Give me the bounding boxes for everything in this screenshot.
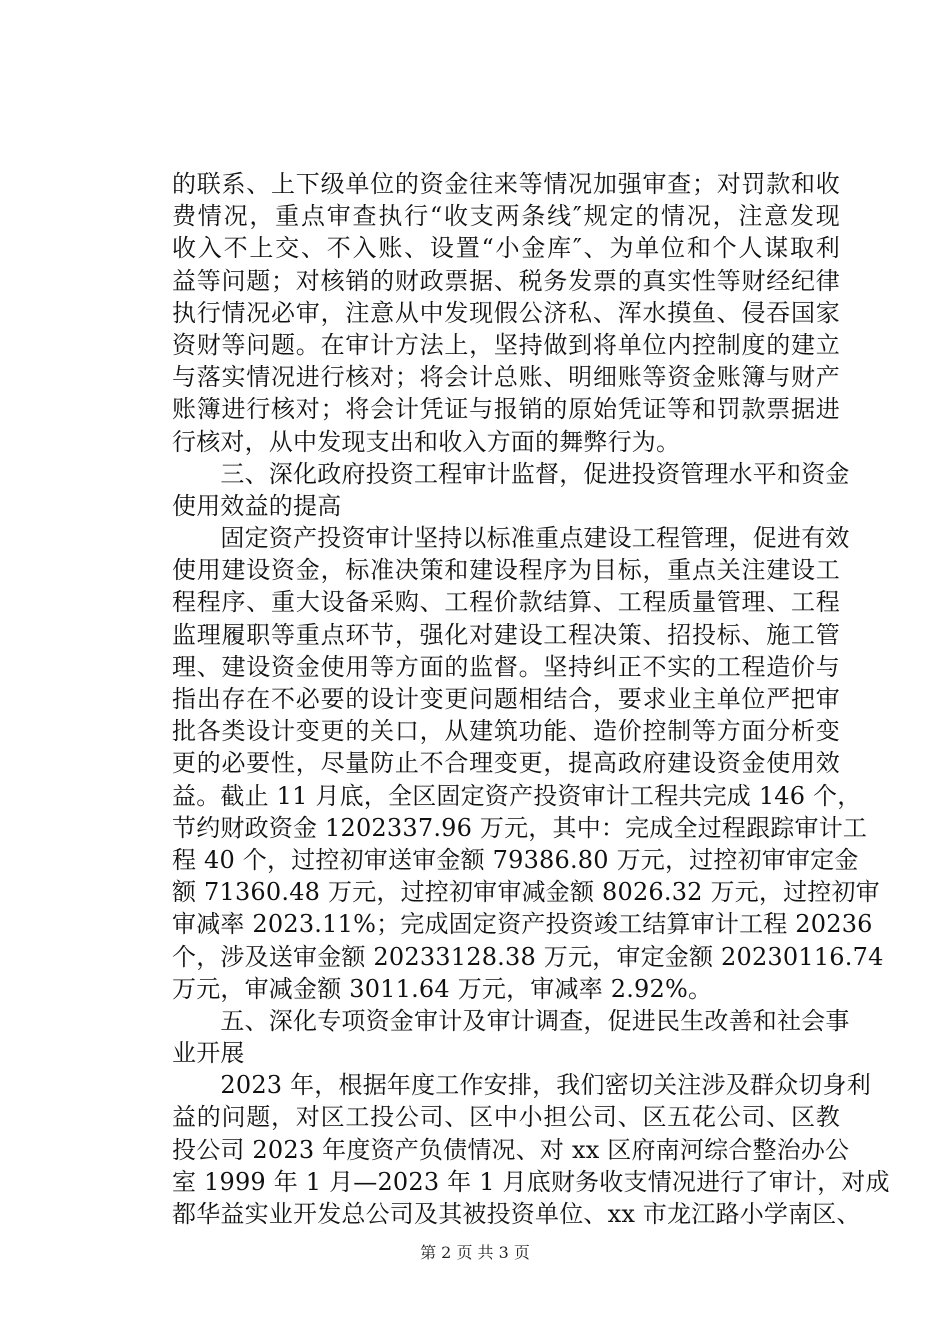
text-line: 益等问题；对核销的财政票据、税务发票的真实性等财经纪律	[172, 266, 840, 295]
text-line: 账簿进行核对；将会计凭证与报销的原始凭证等和罚款票据进	[172, 395, 840, 424]
text-line: 资财等问题。在审计方法上，坚持做到将单位内控制度的建立	[172, 330, 840, 359]
text-line: 2023 年，根据年度工作安排，我们密切关注涉及群众切身利	[172, 1071, 871, 1100]
text-line: 程程序、重大设备采购、工程价款结算、工程质量管理、工程	[172, 588, 840, 617]
text-line: 益的问题，对区工投公司、区中小担公司、区五花公司、区教	[172, 1103, 840, 1132]
text-line: 与落实情况进行核对；将会计总账、明细账等资金账簿与财产	[172, 363, 840, 392]
text-line: 更的必要性，尽量防止不合理变更，提高政府建设资金使用效	[172, 749, 840, 778]
text-line: 执行情况必审，注意从中发现假公济私、浑水摸鱼、侵吞国家	[172, 298, 840, 327]
text-line: 审减率 2023.11%；完成固定资产投资竣工结算审计工程 20236	[172, 910, 873, 939]
text-line: 监理履职等重点环节，强化对建设工程决策、招投标、施工管	[172, 620, 840, 649]
text-line: 使用效益的提高	[172, 491, 342, 520]
body-text	[172, 168, 890, 1230]
text-line: 程 40 个，过控初审送审金额 79386.80 万元，过控初审审定金	[172, 845, 859, 874]
text-line: 室 1999 年 1 月—2023 年 1 月底财务收支情况进行了审计，对成	[172, 1167, 890, 1196]
text-line: 固定资产投资审计坚持以标准重点建设工程管理，促进有效	[172, 524, 850, 553]
text-line: 个，涉及送审金额 20233128.38 万元，审定金额 20230116.74	[172, 942, 884, 971]
page-footer: 第 2 页 共 3 页	[420, 1243, 530, 1262]
text-line: 行核对，从中发现支出和收入方面的舞弊行为。	[172, 427, 681, 456]
text-line: 节约财政资金 1202337.96 万元，其中：完成全过程跟踪审计工	[172, 813, 868, 842]
text-line: 三、深化政府投资工程审计监督，促进投资管理水平和资金	[172, 459, 850, 488]
text-line: 批各类设计变更的关口，从建筑功能、造价控制等方面分析变	[172, 717, 840, 746]
text-line: 万元，审减金额 3011.64 万元，审减率 2.92%。	[172, 974, 713, 1003]
text-line: 都华益实业开发总公司及其被投资单位、xx 市龙江路小学南区、	[172, 1200, 861, 1228]
text-line: 费情况，重点审查执行“收支两条线″规定的情况，注意发现	[172, 202, 840, 231]
text-line: 额 71360.48 万元，过控初审审减金额 8026.32 万元，过控初审	[172, 878, 880, 907]
text-line: 收入不上交、不入账、设置“小金库″、为单位和个人谋取利	[172, 234, 840, 263]
text-line: 使用建设资金，标准决策和建设程序为目标，重点关注建设工	[172, 556, 840, 585]
text-line: 指出存在不必要的设计变更问题相结合，要求业主单位严把审	[172, 685, 840, 713]
text-line: 的联系、上下级单位的资金往来等情况加强审查；对罚款和收	[172, 170, 840, 198]
text-line: 业开展	[172, 1039, 245, 1068]
text-line: 投公司 2023 年度资产负债情况、对 xx 区府南河综合整治办公	[172, 1135, 850, 1164]
text-line: 益。截止 11 月底，全区固定资产投资审计工程共完成 146 个，	[172, 781, 862, 810]
text-line: 五、深化专项资金审计及审计调查，促进民生改善和社会事	[172, 1006, 850, 1035]
text-line: 理、建设资金使用等方面的监督。坚持纠正不实的工程造价与	[172, 652, 840, 681]
